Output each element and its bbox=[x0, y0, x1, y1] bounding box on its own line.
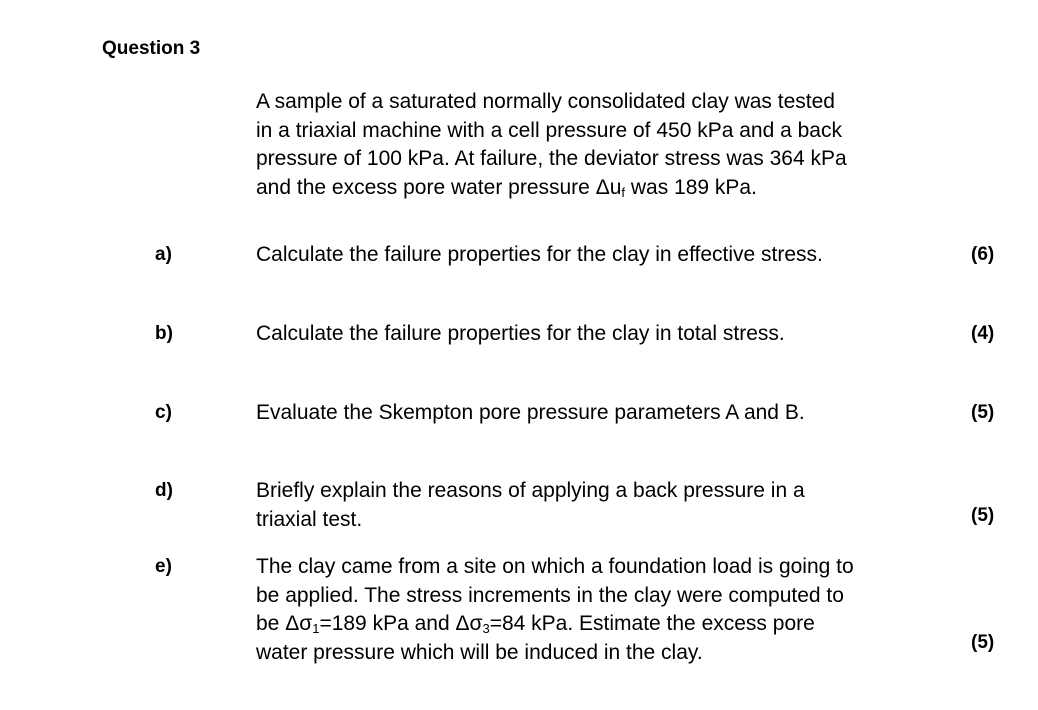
part-e-line-3-post: =84 kPa. Estimate the excess pore bbox=[489, 612, 815, 635]
part-e-label: e) bbox=[155, 556, 172, 577]
part-b-text: Calculate the failure properties for the clay in total stress. bbox=[256, 322, 785, 345]
intro-line-4-pre: and the excess pore water pressure bbox=[256, 175, 596, 199]
part-e-line-3-mid: =189 kPa and bbox=[319, 612, 456, 635]
intro-line-4-post: was 189 kPa. bbox=[625, 175, 757, 199]
part-b-marks: (4) bbox=[971, 323, 995, 344]
part-c-text: Evaluate the Skempton pore pressure parameters A and B. bbox=[256, 401, 805, 424]
part-a-label: a) bbox=[155, 244, 172, 265]
part-a-marks: (6) bbox=[971, 244, 995, 265]
part-d-marks: (5) bbox=[971, 505, 995, 526]
part-c-marks: (5) bbox=[971, 402, 995, 423]
question-title: Question 3 bbox=[102, 38, 201, 59]
intro-line-1: A sample of a saturated normally consolidated clay was tested bbox=[256, 90, 835, 113]
sigma-1-subscript: 1 bbox=[312, 621, 320, 636]
part-d-line-2: triaxial test. bbox=[256, 507, 363, 531]
delta-sigma-1-symbol: Δσ bbox=[285, 612, 313, 635]
delta-sigma-3-symbol: Δσ bbox=[455, 612, 483, 635]
part-e-line-4: water pressure which will be induced in the clay. bbox=[256, 640, 703, 664]
sigma-3-subscript: 3 bbox=[482, 621, 490, 636]
part-d-label: d) bbox=[155, 480, 173, 501]
part-e-line-3-pre: be bbox=[256, 612, 286, 635]
part-e-line-2: be applied. The stress increments in the clay were computed to bbox=[256, 583, 844, 607]
part-d-line-1: Briefly explain the reasons of applying a back pressure in a bbox=[256, 479, 805, 502]
intro-line-3: pressure of 100 kPa. At failure, the deviator stress was 364 kPa bbox=[256, 147, 847, 170]
intro-line-4 bbox=[256, 174, 847, 203]
part-a-text: Calculate the failure properties for the clay in effective stress. bbox=[256, 243, 823, 266]
delta-u-subscript: f bbox=[621, 184, 626, 200]
part-e-line-1: The clay came from a site on which a foundation load is going to bbox=[256, 555, 854, 578]
part-e-marks: (5) bbox=[971, 632, 995, 653]
part-c-label: c) bbox=[155, 402, 172, 423]
delta-u-symbol: Δu bbox=[595, 175, 622, 199]
part-b-label: b) bbox=[155, 323, 173, 344]
part-e-text bbox=[256, 553, 854, 667]
part-d-text bbox=[256, 477, 805, 534]
part-e-line-3 bbox=[256, 610, 854, 639]
intro-line-2: in a triaxial machine with a cell pressure of 450 kPa and a back bbox=[256, 118, 842, 142]
question-intro bbox=[256, 88, 847, 202]
